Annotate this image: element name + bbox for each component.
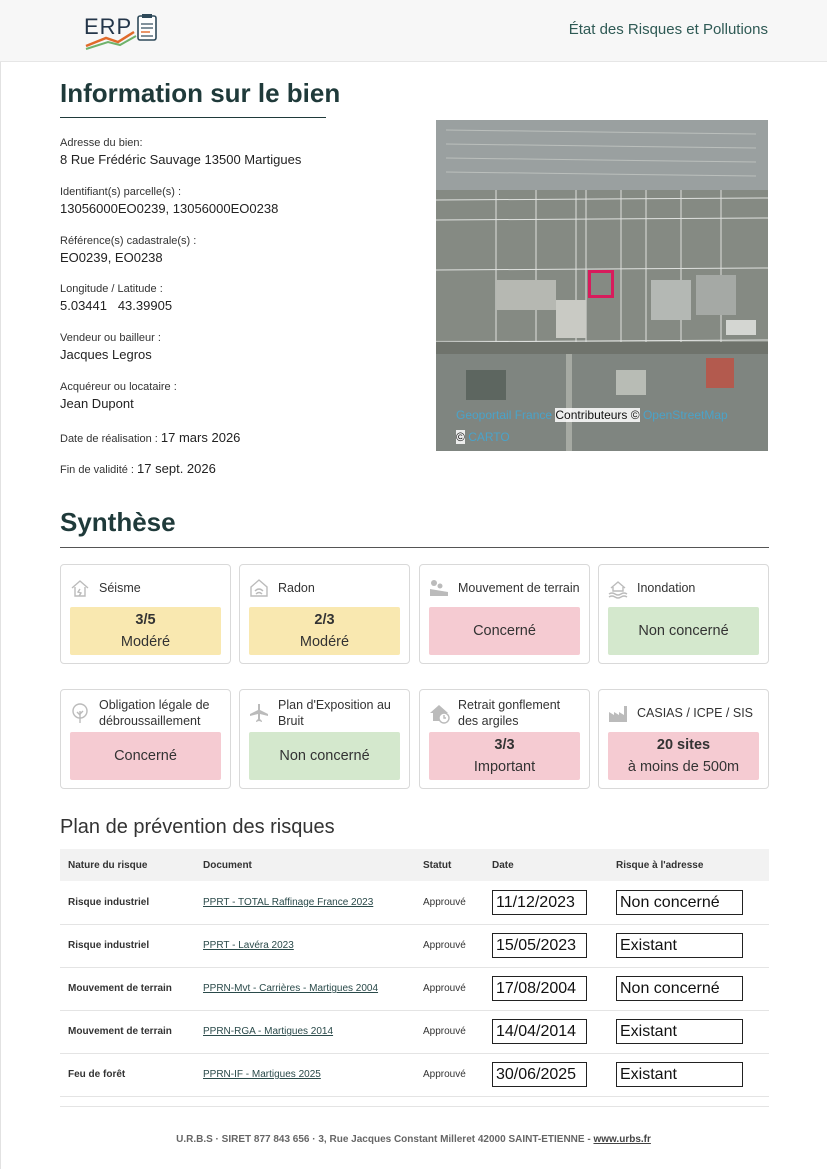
risk-card — [598, 689, 769, 789]
risk-status: Important — [473, 759, 536, 775]
flood-icon — [607, 577, 629, 599]
risk-card — [60, 564, 231, 664]
field-cadastral-refs — [60, 235, 196, 265]
field-label: Adresse du bien: — [60, 137, 143, 149]
date-box: 11/12/2023 — [492, 890, 587, 915]
risk-box: Existant — [616, 1062, 743, 1087]
col-header-date: Date — [484, 849, 608, 881]
field-value: Jean Dupont — [60, 396, 134, 411]
field-label: Identifiant(s) parcelle(s) : — [60, 186, 182, 198]
attribution-link-osm[interactable]: OpenStreetMap — [642, 408, 728, 422]
risk-card-header — [248, 696, 403, 730]
risk-card-label: Radon — [278, 581, 315, 595]
field-seller — [60, 332, 161, 362]
house-shake-icon — [69, 577, 91, 599]
erp-logo[interactable] — [84, 12, 164, 52]
date-box: 15/05/2023 — [492, 933, 587, 958]
document-link[interactable]: PPRN-Mvt - Carrières - Martigues 2004 — [203, 983, 379, 994]
risk-card — [598, 564, 769, 664]
table-row — [60, 1010, 769, 1053]
info-section-title: Information sur le bien — [60, 78, 341, 108]
risk-card — [419, 689, 590, 789]
page-header — [0, 0, 827, 62]
cell-statut: Approuvé — [415, 1053, 484, 1096]
risk-card-label: Obligation légale de débroussaillement — [99, 698, 210, 728]
document-link[interactable]: PPRT - Lavéra 2023 — [203, 940, 294, 951]
factory-icon — [607, 702, 629, 724]
cell-nature: Risque industriel — [60, 881, 195, 924]
risk-box: Existant — [616, 1019, 743, 1044]
cell-statut: Approuvé — [415, 924, 484, 967]
cell-nature: Mouvement de terrain — [60, 1010, 195, 1053]
field-validity-date — [60, 461, 216, 476]
risk-card-label: Mouvement de terrain — [458, 581, 580, 595]
field-label: Longitude / Latitude : — [60, 283, 163, 295]
cell-risque — [608, 1053, 769, 1096]
risk-card-header — [607, 696, 762, 730]
field-value: 13056000EO0239, 13056000EO0238 — [60, 201, 279, 216]
footer-website-link[interactable]: www.urbs.fr — [593, 1134, 651, 1145]
cell-document — [195, 924, 415, 967]
risk-status-badge — [608, 732, 759, 780]
cell-document — [195, 881, 415, 924]
field-creation-date — [60, 430, 240, 445]
page-border — [0, 62, 1, 1169]
risk-status-badge — [429, 607, 580, 655]
risk-status: à moins de 500m — [627, 759, 740, 775]
attribution-text: Contributeurs © — [555, 408, 640, 422]
risk-status: Modéré — [120, 634, 171, 650]
document-link[interactable]: PPRT - TOTAL Raffinage France 2023 — [203, 896, 374, 908]
logo-text: ERP — [84, 14, 133, 39]
radon-icon — [248, 577, 270, 599]
cell-document — [195, 1010, 415, 1053]
parcel-marker — [588, 270, 614, 298]
risk-status-badge — [608, 607, 759, 655]
synthese-section-title: Synthèse — [60, 507, 176, 537]
field-value: 17 sept. 2026 — [137, 461, 216, 476]
field-value: 5.03441 43.39905 — [60, 298, 173, 313]
cell-document — [195, 967, 415, 1010]
field-label: Date de réalisation : — [60, 433, 158, 445]
col-header-risque: Risque à l'adresse — [608, 849, 769, 881]
field-label: Fin de validité : — [60, 464, 134, 476]
risk-level: 3/3 — [494, 737, 515, 753]
cell-document — [195, 1053, 415, 1096]
cell-nature: Feu de forêt — [60, 1053, 195, 1096]
attribution-link-geoportail[interactable]: Geoportail France — [456, 408, 553, 422]
risk-status-badge — [249, 607, 400, 655]
risk-card-label: Retrait gonflement des argiles — [458, 698, 561, 728]
plan-table — [60, 849, 769, 1097]
risk-card-header — [607, 571, 762, 605]
table-row — [60, 967, 769, 1010]
risk-status: Concerné — [473, 623, 536, 639]
field-value: 17 mars 2026 — [160, 430, 241, 445]
field-value: EO0239, EO0238 — [60, 250, 163, 265]
satellite-map[interactable] — [436, 120, 768, 451]
cell-statut: Approuvé — [415, 967, 484, 1010]
field-parcel-ids — [60, 186, 278, 216]
risk-status: Concerné — [114, 748, 177, 764]
attribution-link-carto[interactable]: CARTO — [468, 430, 510, 444]
risk-card — [419, 564, 590, 664]
tree-icon — [69, 702, 91, 724]
synthese-title-underline — [60, 547, 769, 548]
table-header-row — [60, 849, 769, 881]
cell-date — [484, 967, 608, 1010]
risk-box: Non concerné — [616, 890, 743, 915]
risk-status-badge — [70, 732, 221, 780]
page-footer — [0, 1134, 827, 1145]
risk-card — [239, 689, 410, 789]
map-attribution — [456, 404, 756, 448]
risk-level: 2/3 — [314, 612, 335, 628]
table-row — [60, 881, 769, 924]
risk-box: Non concerné — [616, 976, 743, 1001]
field-buyer — [60, 381, 177, 411]
col-header-statut: Statut — [415, 849, 484, 881]
risk-card-header — [69, 696, 224, 730]
col-header-document: Document — [195, 849, 415, 881]
field-value: 8 Rue Frédéric Sauvage 13500 Martigues — [60, 152, 302, 167]
risk-card-header — [69, 571, 224, 605]
risk-level: 3/5 — [135, 612, 156, 628]
risk-status-badge — [429, 732, 580, 780]
field-label: Référence(s) cadastrale(s) : — [60, 235, 197, 247]
cell-nature: Risque industriel — [60, 924, 195, 967]
field-value: Jacques Legros — [60, 347, 152, 362]
field-coordinates — [60, 283, 172, 313]
risk-card-label: Plan d'Exposition au Bruit — [278, 698, 391, 728]
risk-card — [60, 689, 231, 789]
risk-card-label: Inondation — [637, 581, 696, 595]
risk-level: 20 sites — [656, 737, 711, 753]
document-link[interactable]: PPRN-RGA - Martigues 2014 — [203, 1026, 334, 1037]
field-label: Acquéreur ou locataire : — [60, 381, 177, 393]
cell-statut: Approuvé — [415, 881, 484, 924]
risk-status: Non concerné — [279, 748, 370, 764]
footer-company-info: U.R.B.S · SIRET 877 843 656 · 3, Rue Jacques Constant Milleret 42000 SAINT-ETIENNE - — [176, 1134, 591, 1145]
date-box: 14/04/2014 — [492, 1019, 587, 1044]
date-box: 17/08/2004 — [492, 976, 587, 1001]
cell-date — [484, 924, 608, 967]
cell-nature: Mouvement de terrain — [60, 967, 195, 1010]
cell-risque — [608, 924, 769, 967]
risk-card-label: CASIAS / ICPE / SIS — [637, 706, 754, 720]
cell-risque — [608, 1010, 769, 1053]
header-title: État des Risques et Pollutions — [568, 21, 768, 38]
risk-card-header — [248, 571, 403, 605]
info-title-underline — [60, 117, 326, 118]
risk-card-label: Séisme — [99, 581, 141, 595]
cell-date — [484, 1053, 608, 1096]
risk-status: Non concerné — [638, 623, 729, 639]
date-box: 30/06/2025 — [492, 1062, 587, 1087]
document-link[interactable]: PPRN-IF - Martigues 2025 — [203, 1069, 321, 1080]
cell-risque — [608, 967, 769, 1010]
risk-card — [239, 564, 410, 664]
cell-statut: Approuvé — [415, 1010, 484, 1053]
cell-risque — [608, 881, 769, 924]
risk-box: Existant — [616, 933, 743, 958]
plan-section-title: Plan de prévention des risques — [60, 816, 335, 838]
landslide-icon — [428, 577, 450, 599]
risk-card-header — [428, 571, 583, 605]
risk-card-header — [428, 696, 583, 730]
risk-status-badge — [249, 732, 400, 780]
cell-date — [484, 881, 608, 924]
airplane-icon — [248, 702, 270, 724]
clay-house-icon — [428, 702, 450, 724]
field-address — [60, 137, 301, 167]
attribution-copyright: © — [456, 430, 465, 444]
table-row — [60, 924, 769, 967]
field-label: Vendeur ou bailleur : — [60, 332, 161, 344]
risk-status: Modéré — [299, 634, 350, 650]
footer-divider — [60, 1106, 769, 1107]
table-row — [60, 1053, 769, 1096]
cell-date — [484, 1010, 608, 1053]
col-header-nature: Nature du risque — [60, 849, 195, 881]
risk-status-badge — [70, 607, 221, 655]
